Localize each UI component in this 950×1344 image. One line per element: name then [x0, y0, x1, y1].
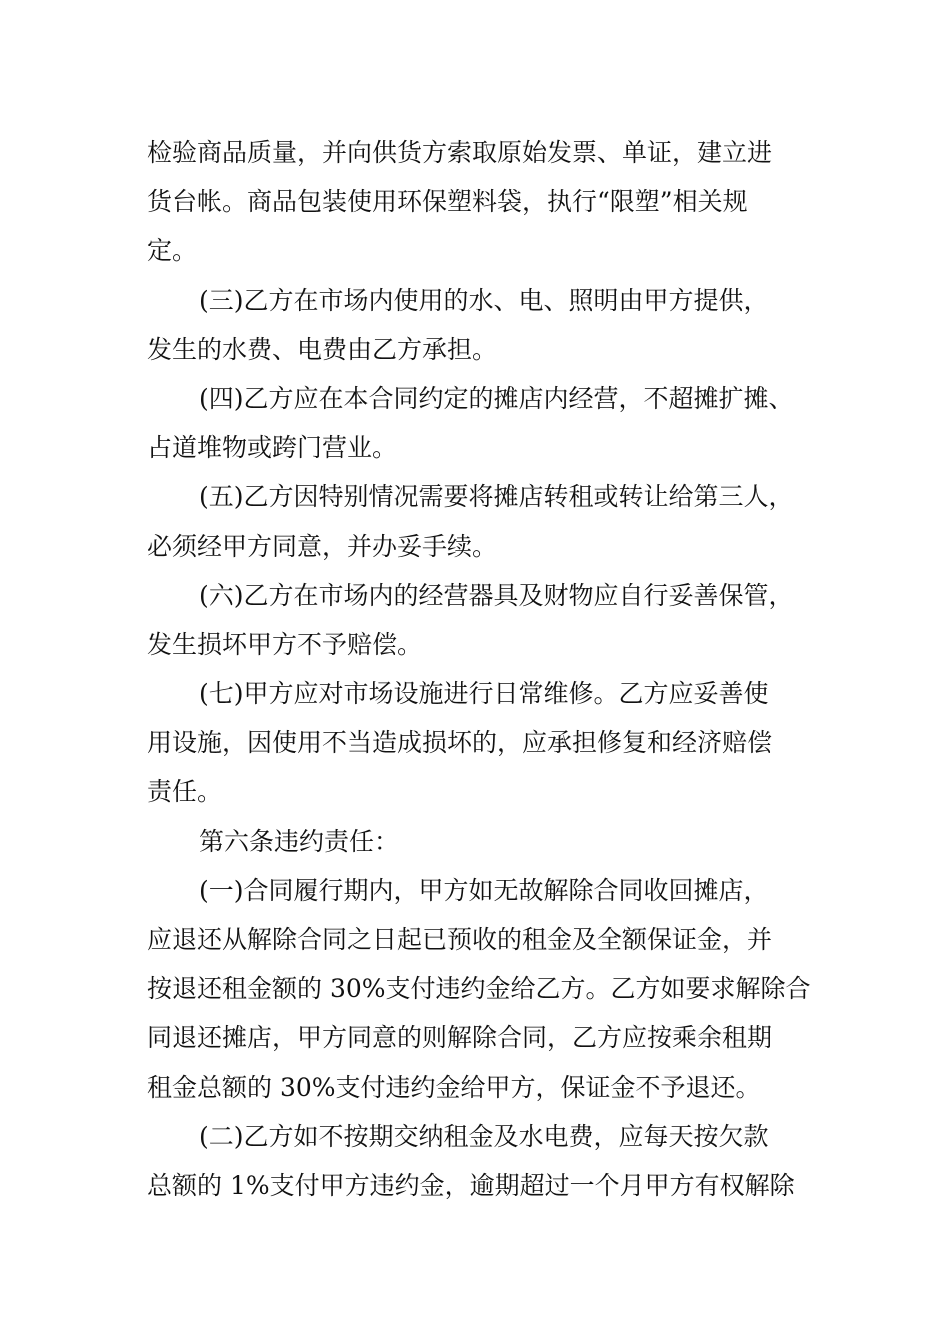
text-line: 应退还从解除合同之日起已预收的租金及全额保证金，并	[147, 925, 773, 954]
clause-7	[147, 669, 807, 817]
text-line: (七)甲方应对市场设施进行日常维修。乙方应妥善使	[199, 679, 769, 709]
text-line: 占道堆物或跨门营业。	[147, 433, 398, 463]
text-line: 总额的 1%支付甲方违约金，逾期超过一个月甲方有权解除	[147, 1170, 795, 1200]
text-line: 责任。	[147, 777, 223, 807]
clause-4	[147, 374, 807, 472]
paragraph-continued	[147, 128, 807, 276]
text-line: 货台帐。商品包装使用环保塑料袋，执行“限塑”相关规	[147, 187, 748, 217]
text-line: 按退还租金额的 30%支付违约金给乙方。乙方如要求解除合	[147, 974, 811, 1004]
text-line: 定。	[147, 236, 198, 266]
text-line: 检验商品质量，并向供货方索取原始发票、单证，建立进	[147, 138, 773, 167]
document-body	[147, 128, 811, 1210]
text-line: 发生损坏甲方不予赔偿。	[147, 629, 423, 659]
text-line: 租金总额的 30%支付违约金给甲方，保证金不予退还。	[147, 1072, 761, 1102]
text-line: (三)乙方在市场内使用的水、电、照明由甲方提供，	[199, 285, 769, 315]
clause-3	[147, 276, 807, 374]
liability-clause-2	[147, 1112, 807, 1210]
text-line: 必须经甲方同意，并办妥手续。	[147, 531, 498, 561]
text-line: (二)乙方如不按期交纳租金及水电费，应每天按欠款	[199, 1121, 769, 1151]
liability-clause-1	[147, 866, 811, 1112]
text-line: (六)乙方在市场内的经营器具及财物应自行妥善保管，	[199, 580, 794, 610]
text-line: 用设施，因使用不当造成损坏的，应承担修复和经济赔偿	[147, 728, 773, 758]
text-line: (四)乙方应在本合同约定的摊店内经营，不超摊扩摊、	[199, 383, 794, 413]
text-line: 发生的水费、电费由乙方承担。	[147, 334, 498, 364]
text-line: (五)乙方因特别情况需要将摊店转租或转让给第三人，	[199, 482, 794, 512]
text-line: 同退还摊店，甲方同意的则解除合同，乙方应按乘余租期	[147, 1023, 773, 1053]
clause-6	[147, 571, 807, 669]
text-line: 第六条违约责任：	[199, 826, 400, 856]
clause-5	[147, 472, 807, 570]
section-heading	[147, 817, 807, 866]
text-line: (一)合同履行期内，甲方如无故解除合同收回摊店，	[199, 875, 769, 905]
